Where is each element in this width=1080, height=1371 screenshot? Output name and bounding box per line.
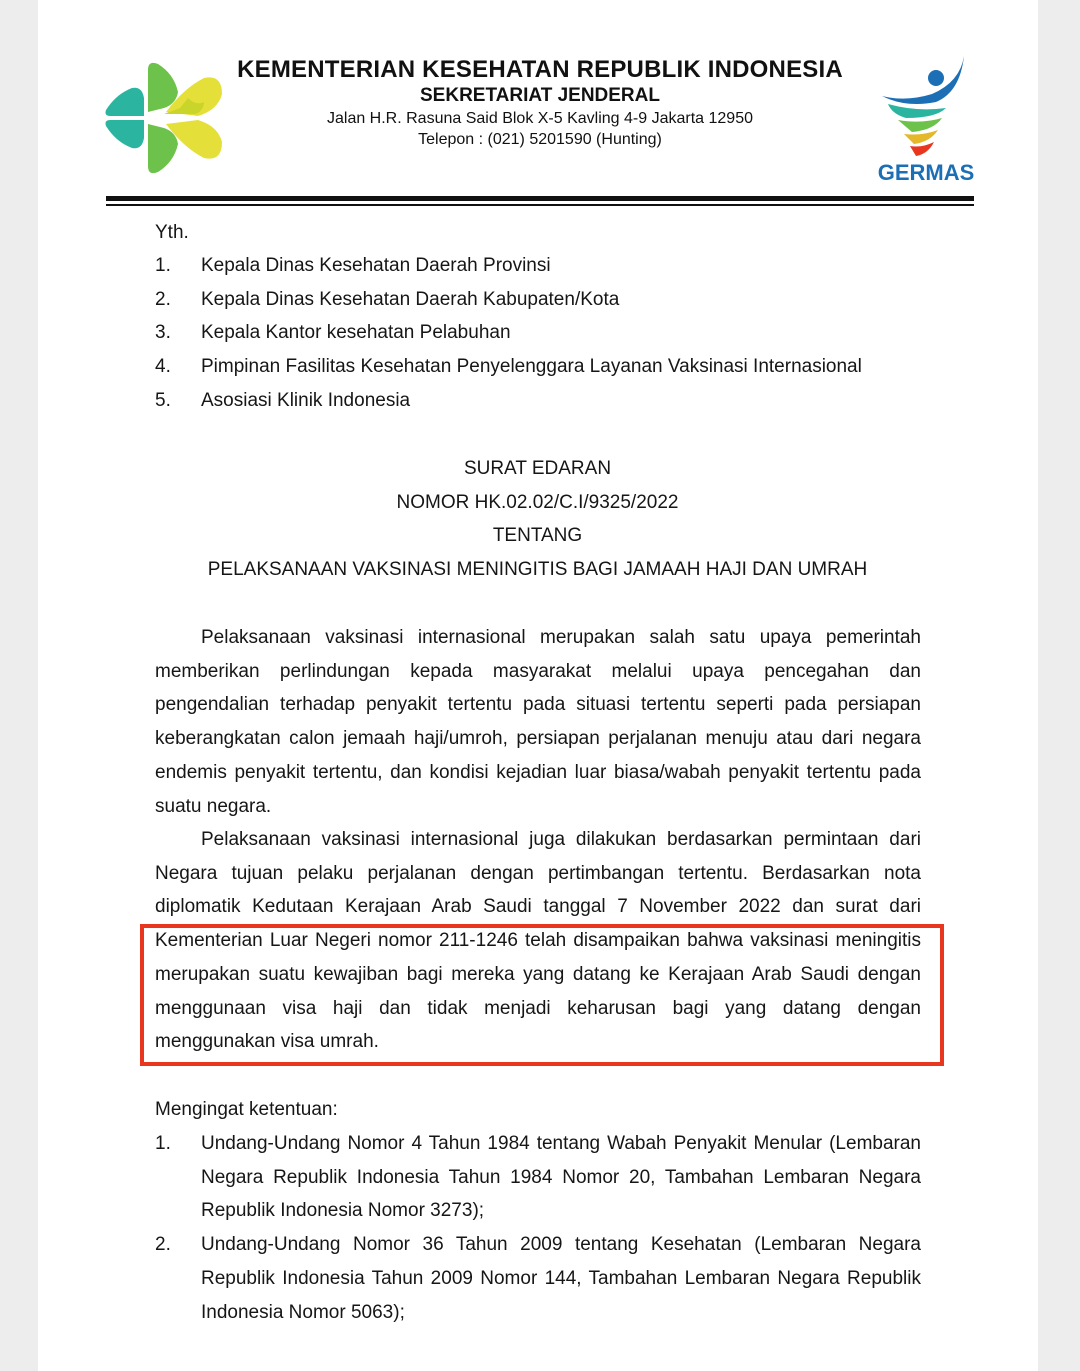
- phone: Telepon : (021) 5201590 (Hunting): [418, 131, 662, 148]
- document-title: [155, 452, 920, 587]
- list-item: 1. Kepala Dinas Kesehatan Daerah Provinsi: [155, 255, 551, 276]
- germas-logo: [876, 52, 976, 188]
- ministry-name: KEMENTERIAN KESEHATAN REPUBLIK INDONESIA: [237, 56, 843, 83]
- germas-label: GERMAS: [877, 160, 975, 185]
- list-item: 5. Asosiasi Klinik Indonesia: [155, 389, 411, 411]
- recipients-label: Yth.: [155, 222, 189, 243]
- list-item: 1. Undang-Undang Nomor 4 Tahun 1984 tentang Wabah Penyakit Menular (Lembaran Negara Republik Indonesia Tahun 1984 Nomor 20, Tambahan Lembaran Negara Republik Indonesia Nomor 3273);: [155, 1133, 921, 1222]
- secretariat-name: SEKRETARIAT JENDERAL: [420, 85, 660, 106]
- kemenkes-logo-icon: [104, 58, 228, 178]
- considerations-label: Mengingat ketentuan:: [155, 1099, 338, 1120]
- letterhead: [230, 56, 850, 150]
- list-item: 2. Undang-Undang Nomor 36 Tahun 2009 tentang Kesehatan (Lembaran Negara Republik Indonesia Tahun 2009 Nomor 144, Tambahan Lembaran Negara Republik Indonesia Nomor 5063);: [155, 1234, 921, 1323]
- recipients-list: [155, 249, 862, 418]
- title-line-1: SURAT EDARAN: [463, 458, 612, 479]
- paragraph-2: Pelaksanaan vaksinasi internasional juga dilakukan berdasarkan permintaan dari Negara tujuan pelaku perjalanan dengan pertimbangan tertentu. Berdasarkan nota diplomatik Kedutaan Kerajaan Arab Saudi tanggal 7 November 2022 dan surat dari Kementerian Luar Negeri nomor 211-1246 telah disampaikan bahwa vaksinasi meningitis merupakan suatu kewajiban bagi mereka yang datang ke Kerajaan Arab Saudi dengan menggunaan visa haji dan tidak menjadi keharusan bagi yang datang dengan menggunakan visa umrah.: [155, 829, 921, 1053]
- considerations-list: [155, 1127, 921, 1329]
- header-divider-thick: [106, 196, 974, 201]
- list-item: 4. Pimpinan Fasilitas Kesehatan Penyelenggara Layanan Vaksinasi Internasional: [155, 356, 862, 378]
- highlight-box: [140, 924, 944, 1066]
- header-divider-thin: [106, 204, 974, 206]
- title-line-2: NOMOR HK.02.02/C.I/9325/2022: [396, 491, 679, 513]
- list-item: 2. Kepala Dinas Kesehatan Daerah Kabupaten/Kota: [155, 288, 620, 310]
- title-line-3: TENTANG: [492, 525, 583, 547]
- germas-figure-icon: [876, 52, 976, 162]
- address: Jalan H.R. Rasuna Said Blok X-5 Kavling 4-9 Jakarta 12950: [326, 110, 753, 127]
- title-line-4: PELAKSANAAN VAKSINASI MENINGITIS BAGI JAMAAH HAJI DAN UMRAH: [207, 559, 868, 581]
- paragraph-1: Pelaksanaan vaksinasi internasional merupakan salah satu upaya pemerintah memberikan perlindungan kepada masyarakat melalui upaya pencegahan dan pengendalian terhadap penyakit tertentu pada situasi tertentu seperti pada persiapan keberangkatan calon jemaah haji/umroh, persiapan perjalanan menuju atau dari negara endemis penyakit tertentu, dan kondisi kejadian luar biasa/wabah penyakit tertentu pada suatu negara.: [155, 627, 921, 817]
- list-item: 3. Kepala Kantor kesehatan Pelabuhan: [155, 322, 511, 344]
